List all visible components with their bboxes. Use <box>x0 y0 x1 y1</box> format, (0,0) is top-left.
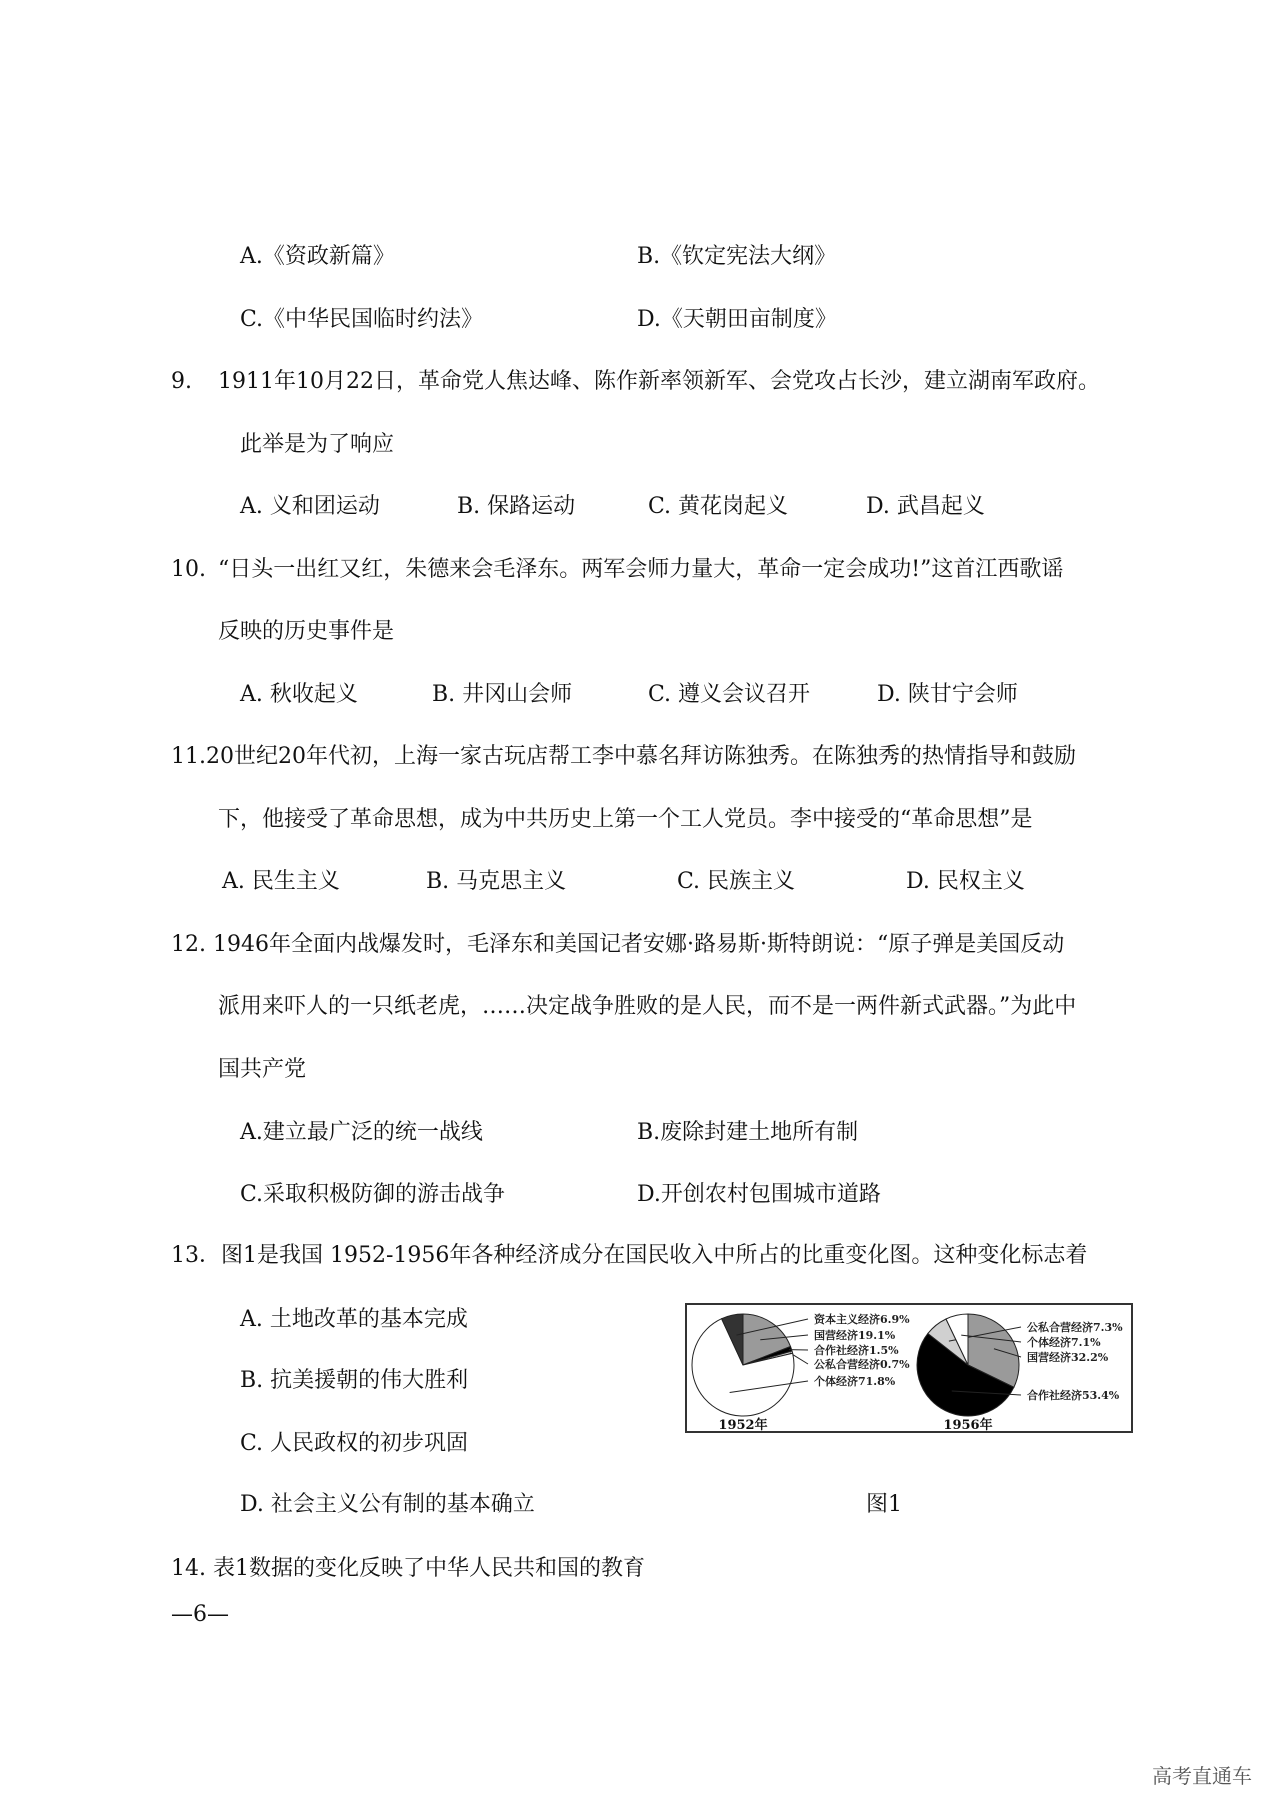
year-label-0: 1952年 <box>718 1418 768 1433</box>
q13-option-b: B. 抗美援朝的伟大胜利 <box>240 1368 469 1393</box>
page-number: —6— <box>171 1602 229 1627</box>
q8-option-a: A.《资政新篇》 <box>240 244 395 269</box>
watermark: 高考直通车 <box>1152 1764 1252 1788</box>
q13-option-a: A. 土地改革的基本完成 <box>240 1307 468 1332</box>
q9-option-a: A. 义和团运动 <box>240 494 380 519</box>
slice-label-1-3: 个体经济7.1% <box>1027 1336 1101 1349</box>
q10-stem-line2: 反映的历史事件是 <box>218 619 395 644</box>
q11-option-d: D. 民权主义 <box>906 869 1025 894</box>
q12-option-b: B.废除封建土地所有制 <box>637 1120 859 1145</box>
q13-stem-line1: 13．图1是我国 1952-1956年各种经济成分在国民收入中所占的比重变化图。这种变化标志着 <box>171 1243 1088 1268</box>
q14-stem-line1: 14. 表1数据的变化反映了中华人民共和国的教育 <box>171 1556 645 1581</box>
q10-option-b: B. 井冈山会师 <box>432 682 573 707</box>
q10-number: 10. <box>171 557 206 582</box>
q8-option-c: C.《中华民国临时约法》 <box>240 307 484 332</box>
q8-option-d: D.《天朝田亩制度》 <box>637 307 837 332</box>
q9-number: 9. <box>171 369 192 394</box>
slice-label-1-0: 国营经济32.2% <box>1027 1351 1109 1364</box>
q12-stem-line1: 12. 1946年全面内战爆发时，毛泽东和美国记者安娜·路易斯·斯特朗说：“原子弹是美国反动 <box>171 932 1065 957</box>
slice-label-1-1: 合作社经济53.4% <box>1027 1389 1120 1402</box>
q13-option-c: C. 人民政权的初步巩固 <box>240 1431 469 1456</box>
q12-stem-line3: 国共产党 <box>218 1057 307 1082</box>
q9-option-b: B. 保路运动 <box>457 494 576 519</box>
q10-option-a: A. 秋收起义 <box>240 682 358 707</box>
q11-option-c: C. 民族主义 <box>677 869 796 894</box>
slice-label-0-0: 国营经济19.1% <box>814 1329 896 1342</box>
year-label-1: 1956年 <box>943 1418 993 1433</box>
slice-label-1-2: 公私合营经济7.3% <box>1027 1321 1123 1334</box>
q10-option-c: C. 遵义会议召开 <box>648 682 811 707</box>
q9-option-d: D. 武昌起义 <box>866 494 985 519</box>
slice-label-0-1: 合作社经济1.5% <box>814 1344 899 1357</box>
q9-stem-line2: 此举是为了响应 <box>240 432 395 457</box>
q11-stem-line1: 11.20世纪20年代初，上海一家古玩店帮工李中慕名拜访陈独秀。在陈独秀的热情指导和鼓励 <box>171 744 1076 769</box>
q8-option-b: B.《钦定宪法大纲》 <box>637 244 837 269</box>
slice-label-0-3: 个体经济71.8% <box>814 1375 896 1388</box>
q11-option-b: B. 马克思主义 <box>426 869 567 894</box>
pie-charts-svg <box>687 1305 1135 1435</box>
q12-option-a: A.建立最广泛的统一战线 <box>240 1120 483 1145</box>
q9-stem-line1: 1911年10月22日，革命党人焦达峰、陈作新率领新军、会党攻占长沙，建立湖南军政府。 <box>218 369 1100 394</box>
slice-label-0-2: 公私合营经济0.7% <box>814 1358 910 1371</box>
q13-option-d: D. 社会主义公有制的基本确立 <box>240 1492 535 1517</box>
q10-stem-line1: “日头一出红又红，朱德来会毛泽东。两军会师力量大，革命一定会成功!”这首江西歌谣 <box>218 557 1064 582</box>
figure-caption: 图1 <box>866 1492 902 1517</box>
q11-option-a: A. 民生主义 <box>222 869 340 894</box>
q12-option-d: D.开创农村包围城市道路 <box>637 1182 881 1207</box>
q12-option-c: C.采取积极防御的游击战争 <box>240 1182 506 1207</box>
q9-option-c: C. 黄花岗起义 <box>648 494 789 519</box>
q10-option-d: D. 陕甘宁会师 <box>877 682 1018 707</box>
q12-stem-line2: 派用来吓人的一只纸老虎，……决定战争胜败的是人民，而不是一两件新式武器。”为此中 <box>218 994 1077 1019</box>
slice-label-0-4: 资本主义经济6.9% <box>814 1313 910 1326</box>
pie-chart-figure <box>685 1303 1133 1433</box>
q11-stem-line2: 下，他接受了革命思想，成为中共历史上第一个工人党员。李中接受的“革命思想”是 <box>218 807 1033 832</box>
